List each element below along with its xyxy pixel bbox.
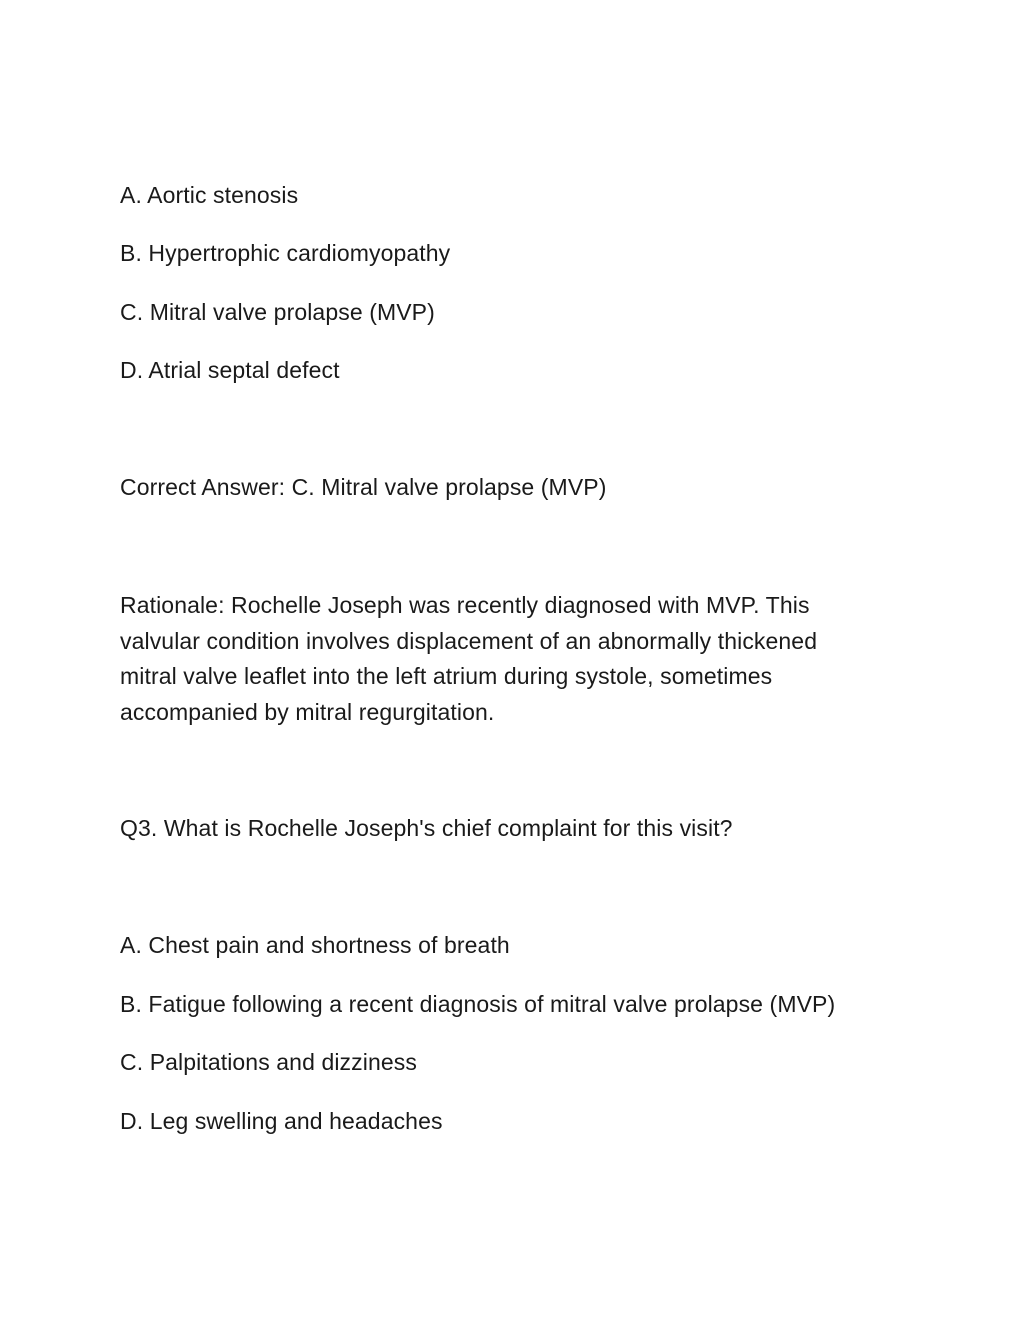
answer-option-b: B. Hypertrophic cardiomyopathy <box>120 240 451 266</box>
rationale-line: mitral valve leaflet into the left atrium during systole, sometimes <box>120 663 773 689</box>
q3-option-a: A. Chest pain and shortness of breath <box>120 932 510 958</box>
answer-option-c: C. Mitral valve prolapse (MVP) <box>120 299 435 325</box>
rationale-line: accompanied by mitral regurgitation. <box>120 698 495 725</box>
rationale-line: Rationale: Rochelle Joseph was recently diagnosed with MVP. This <box>120 592 810 618</box>
question-3: Q3. What is Rochelle Joseph's chief complaint for this visit? <box>120 815 733 841</box>
rationale-line: valvular condition involves displacement of an abnormally thickened <box>120 627 818 654</box>
correct-answer: Correct Answer: C. Mitral valve prolapse (MVP) <box>120 474 607 500</box>
q3-option-b: B. Fatigue following a recent diagnosis of mitral valve prolapse (MVP) <box>120 991 836 1017</box>
q3-option-d: D. Leg swelling and headaches <box>120 1108 443 1134</box>
answer-option-a: A. Aortic stenosis <box>120 182 299 208</box>
answer-option-d: D. Atrial septal defect <box>120 357 340 383</box>
q3-option-c: C. Palpitations and dizziness <box>120 1049 417 1075</box>
rationale-paragraph <box>120 588 920 730</box>
